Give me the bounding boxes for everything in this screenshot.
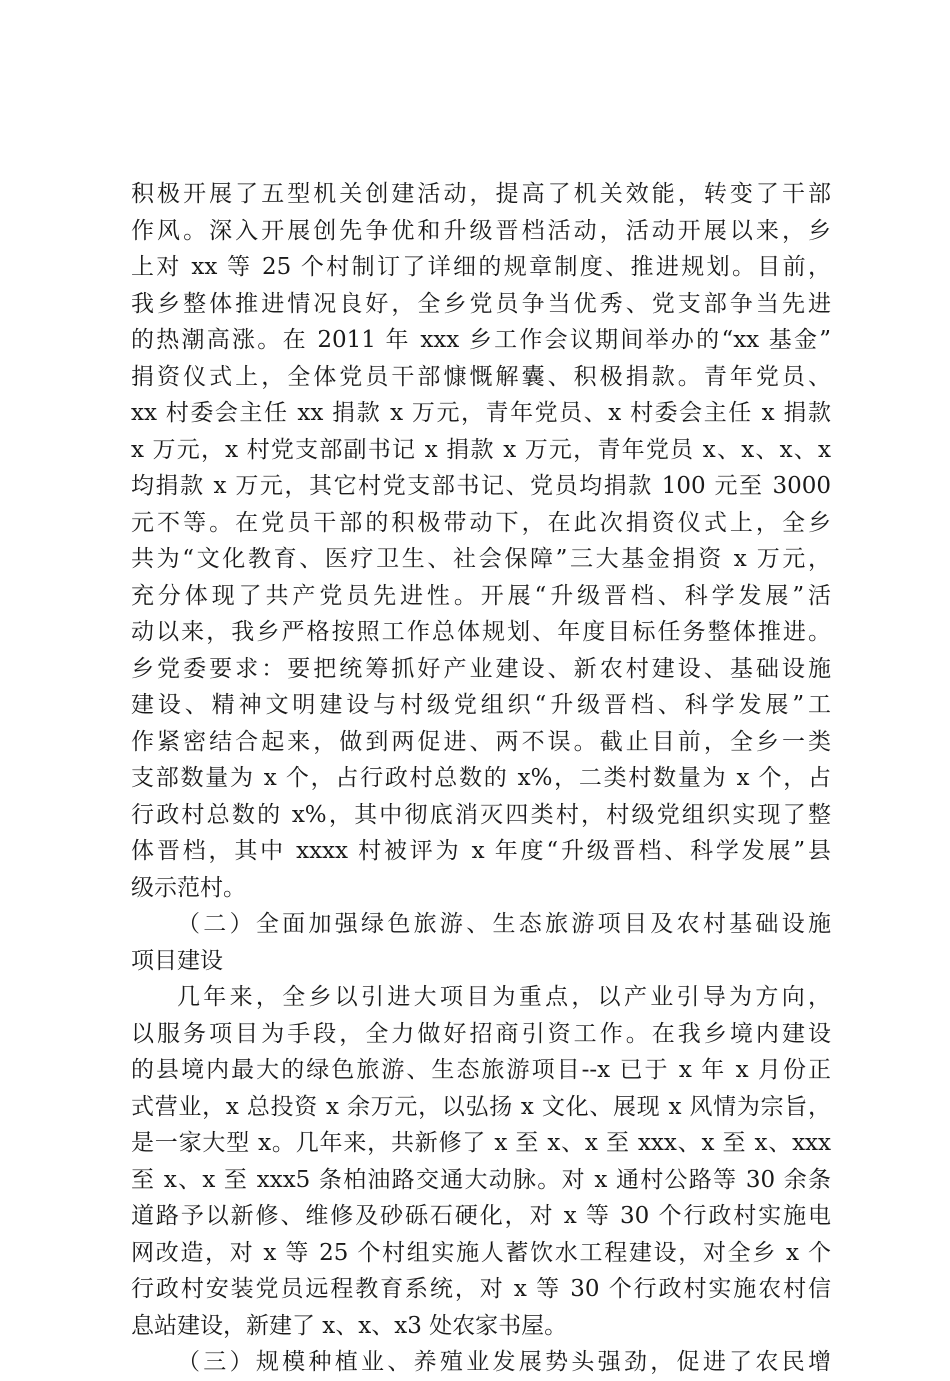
paragraph-first-line: 几年来，全乡以引进大项目为重点，以产业引导为方向， bbox=[177, 984, 831, 1010]
text-line: 元不等。在党员干部的积极带动下，在此次捐资仪式上，全乡 bbox=[131, 509, 831, 536]
text-line: 充分体现了共产党员先进性。开展“升级晋档、科学发展”活 bbox=[131, 582, 831, 609]
text-line: 以服务项目为手段，全力做好招商引资工作。在我乡境内建设 bbox=[131, 1020, 831, 1047]
text-line: 式营业，x 总投资 x 余万元，以弘扬 x 文化、展现 x 风情为宗旨， bbox=[131, 1093, 831, 1120]
paragraph-first-line: （二）全面加强绿色旅游、生态旅游项目及农村基础设施 bbox=[177, 911, 831, 937]
text-line: 支部数量为 x 个，占行政村总数的 x%，二类村数量为 x 个，占 bbox=[131, 765, 831, 791]
text-line: 作紧密结合起来，做到两促进、两不误。截止目前，全乡一类 bbox=[131, 728, 831, 755]
text-line: 均捐款 x 万元，其它村党支部书记、党员均捐款 100 元至 3000 bbox=[131, 473, 831, 499]
text-line: 动以来，我乡严格按照工作总体规划、年度目标任务整体推进。 bbox=[131, 619, 831, 645]
paragraph-first-line: （三）规模种植业、养殖业发展势头强劲，促进了农民增 bbox=[177, 1349, 831, 1375]
text-line: 作风。深入开展创先争优和升级晋档活动，活动开展以来，乡 bbox=[131, 217, 831, 244]
text-line: 体晋档，其中 xxxx 村被评为 x 年度“升级晋档、科学发展”县 bbox=[131, 838, 831, 864]
text-line: 行政村安装党员远程教育系统，对 x 等 30 个行政村实施农村信 bbox=[131, 1276, 831, 1302]
text-line: xx 村委会主任 xx 捐款 x 万元，青年党员、x 村委会主任 x 捐款 bbox=[131, 400, 831, 426]
text-line: 积极开展了五型机关创建活动，提高了机关效能，转变了干部 bbox=[131, 181, 831, 207]
text-line: 的热潮高涨。在 2011 年 xxx 乡工作会议期间举办的“xx 基金” bbox=[131, 327, 831, 353]
text-line: 是一家大型 x。几年来，共新修了 x 至 x、x 至 xxx、x 至 x、xxx bbox=[131, 1130, 831, 1156]
text-line: 的县境内最大的绿色旅游、生态旅游项目--x 已于 x 年 x 月份正 bbox=[131, 1057, 831, 1083]
text-line: 共为“文化教育、医疗卫生、社会保障”三大基金捐资 x 万元， bbox=[131, 546, 831, 572]
body-text bbox=[131, 176, 831, 1381]
text-line: 网改造，对 x 等 25 个村组实施人蓄饮水工程建设，对全乡 x 个 bbox=[131, 1239, 831, 1266]
text-line: 乡党委要求：要把统筹抓好产业建设、新农村建设、基础设施 bbox=[131, 655, 831, 682]
text-line: 至 x、x 至 xxx5 条柏油路交通大动脉。对 x 通村公路等 30 余条 bbox=[131, 1166, 831, 1193]
text-line: 息站建设，新建了 x、x、x3 处农家书屋。 bbox=[131, 1312, 568, 1339]
text-line: 上对 xx 等 25 个村制订了详细的规章制度、推进规划。目前， bbox=[131, 254, 831, 280]
text-line: 建设、精神文明建设与村级党组织“升级晋档、科学发展”工 bbox=[131, 692, 831, 718]
text-line: 我乡整体推进情况良好，全乡党员争当优秀、党支部争当先进 bbox=[131, 290, 831, 317]
text-line: 项目建设 bbox=[131, 947, 223, 974]
text-line: 捐资仪式上，全体党员干部慷慨解囊、积极捐款。青年党员、 bbox=[131, 363, 831, 390]
text-line: 级示范村。 bbox=[131, 874, 246, 901]
text-line: x 万元，x 村党支部副书记 x 捐款 x 万元，青年党员 x、x、x、x bbox=[131, 436, 831, 463]
text-line: 道路予以新修、维修及砂砾石硬化，对 x 等 30 个行政村实施电 bbox=[131, 1203, 831, 1229]
text-line: 行政村总数的 x%，其中彻底消灭四类村，村级党组织实现了整 bbox=[131, 801, 831, 828]
